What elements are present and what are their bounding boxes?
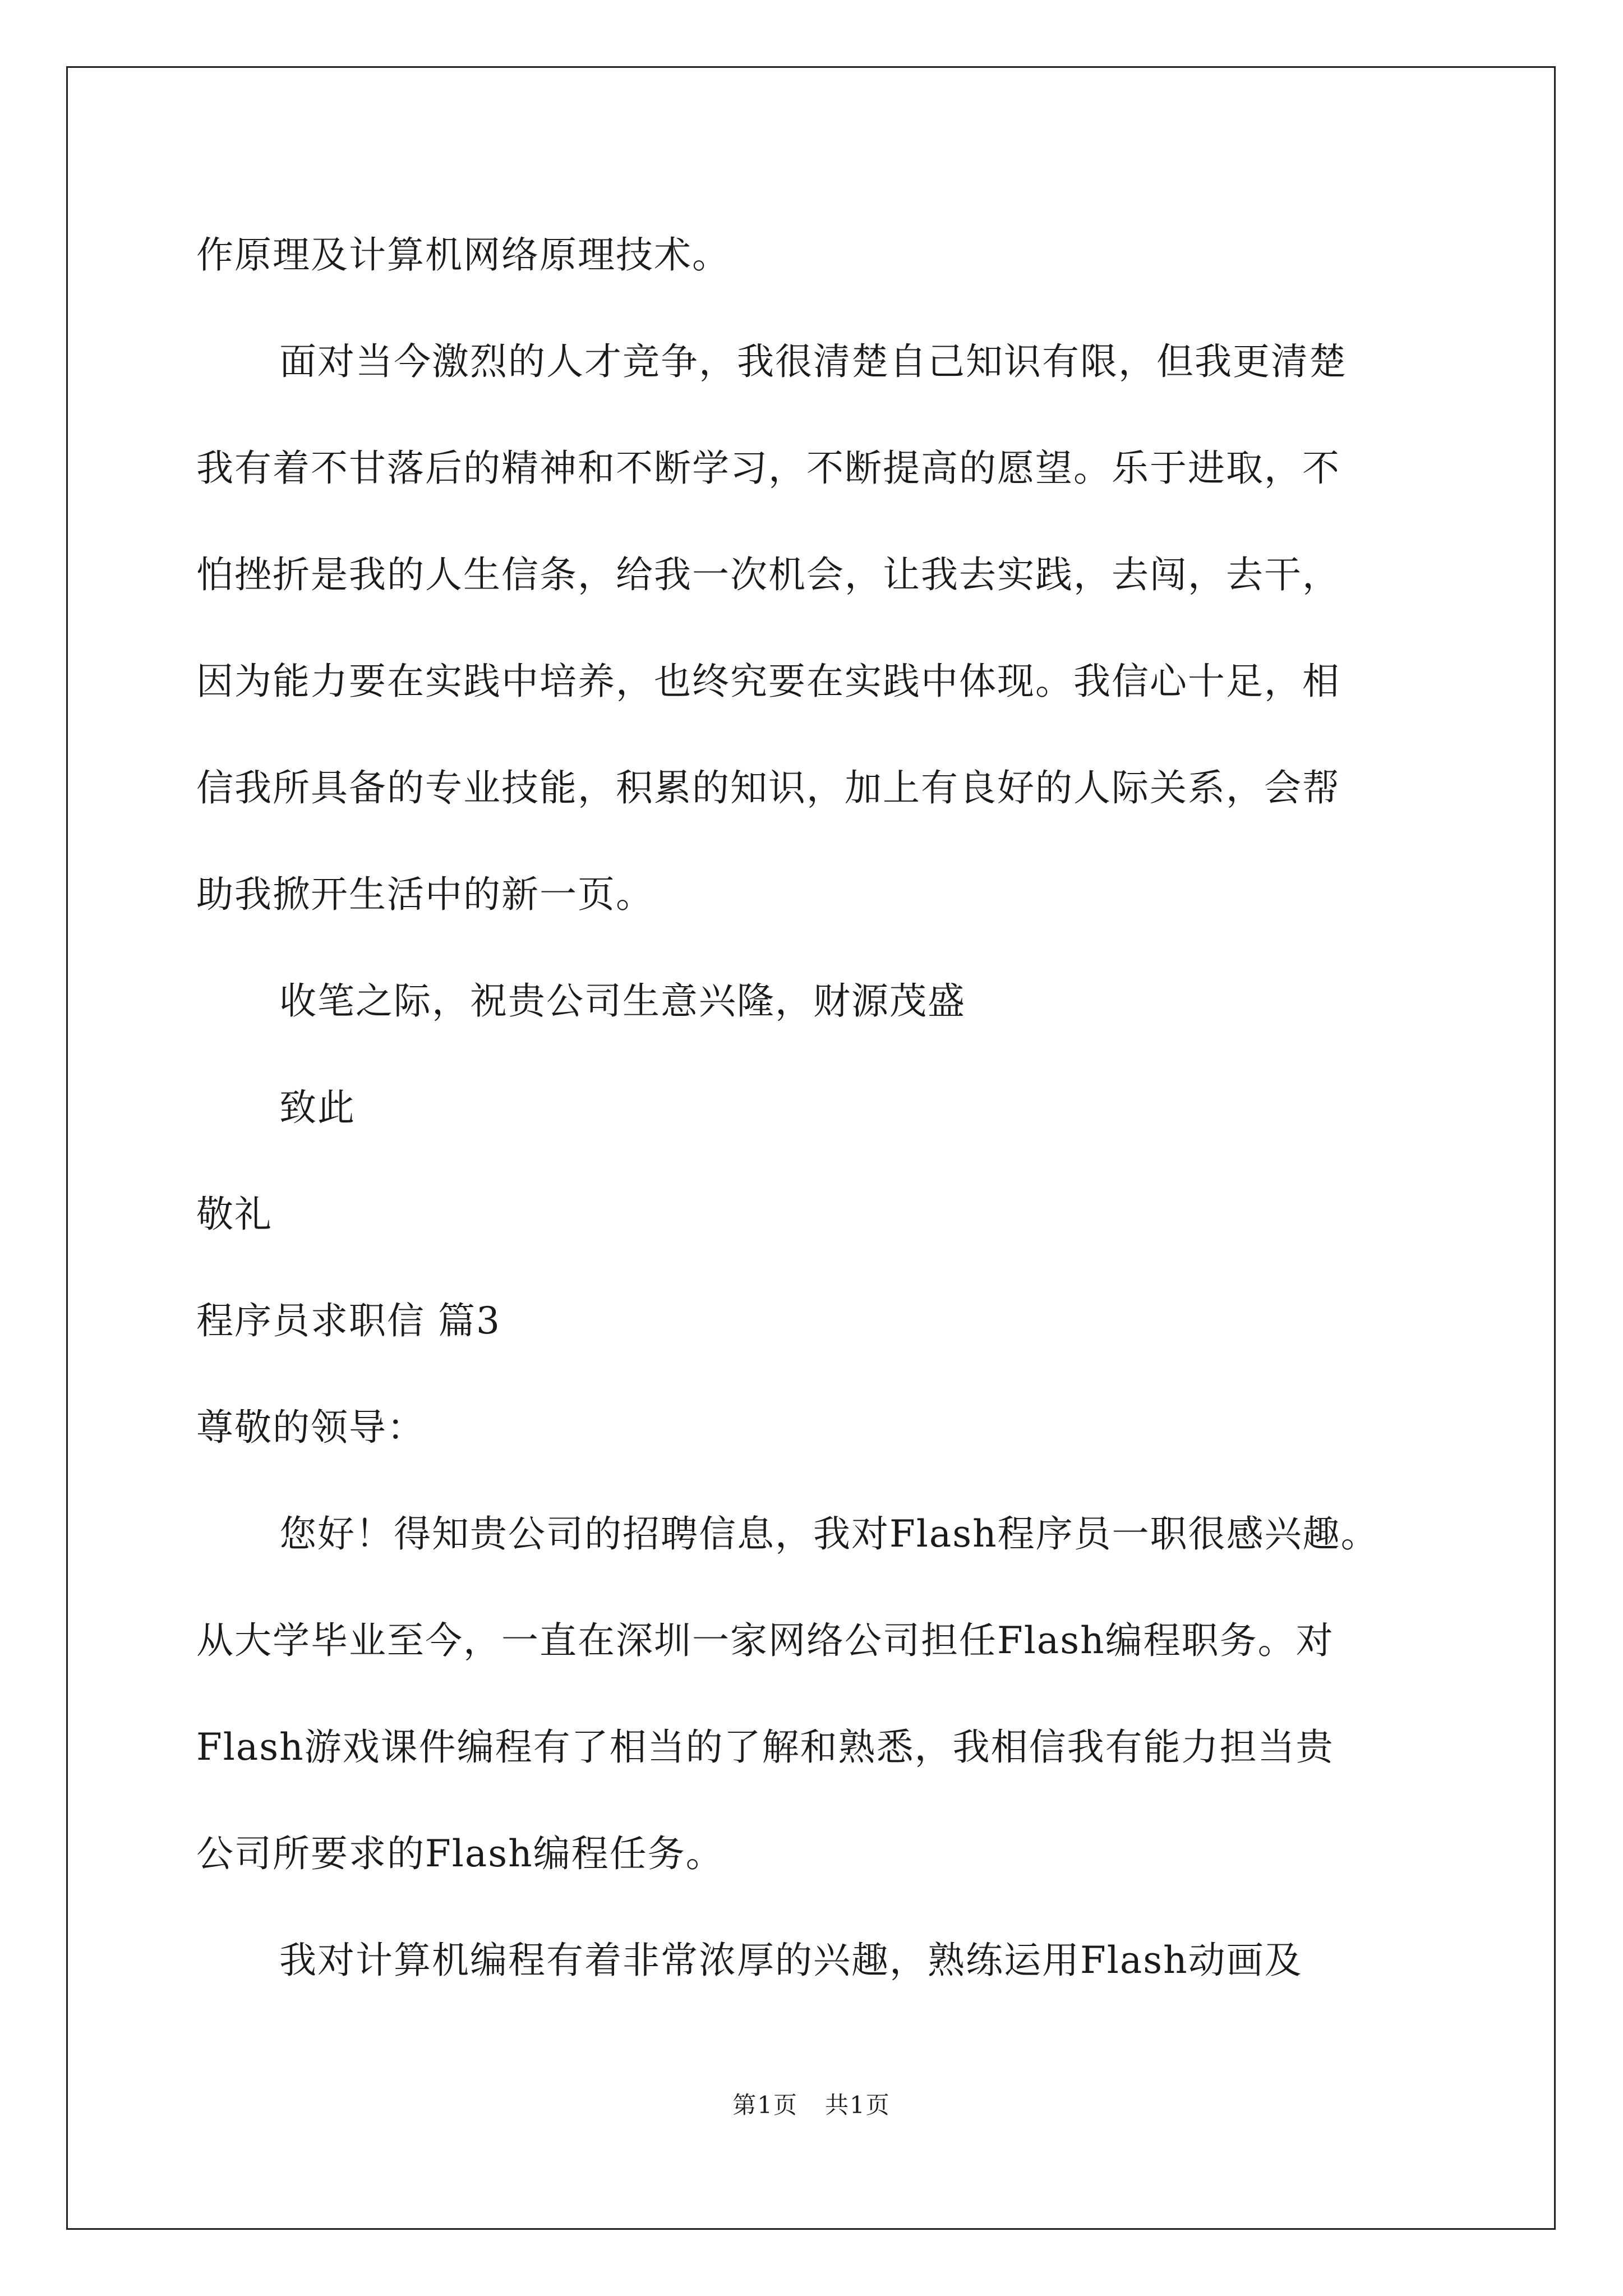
text-line: 我对计算机编程有着非常浓厚的兴趣，熟练运用Flash动画及 bbox=[279, 1939, 1303, 1982]
text-line: 公司所要求的Flash编程任务。 bbox=[196, 1832, 724, 1875]
text-line: 我有着不甘落后的精神和不断学习，不断提高的愿望。乐于进取，不 bbox=[196, 447, 1340, 490]
text-line: 您好！得知贵公司的招聘信息，我对Flash程序员一职很感兴趣。 bbox=[279, 1512, 1379, 1556]
text-line: 面对当今激烈的人才竞争，我很清楚自己知识有限，但我更清楚 bbox=[279, 340, 1347, 383]
section-title: 程序员求职信 篇3 bbox=[196, 1299, 501, 1342]
closing-wish: 收笔之际，祝贵公司生意兴隆，财源茂盛 bbox=[279, 979, 966, 1023]
text-line: 信我所具备的专业技能，积累的知识，加上有良好的人际关系，会帮 bbox=[196, 766, 1340, 809]
closing-regards: 敬礼 bbox=[196, 1193, 273, 1236]
text-line: Flash游戏课件编程有了相当的了解和熟悉，我相信我有能力担当贵 bbox=[196, 1726, 1334, 1769]
closing-salutation: 致此 bbox=[279, 1086, 356, 1129]
page-number-current: 第1页 bbox=[732, 2091, 798, 2119]
text-line: 因为能力要在实践中培养，也终究要在实践中体现。我信心十足，相 bbox=[196, 660, 1340, 703]
page-footer bbox=[0, 2087, 1623, 2120]
page-number-total: 共1页 bbox=[825, 2091, 891, 2119]
text-line: 怕挫折是我的人生信条，给我一次机会，让我去实践，去闯，去干， bbox=[196, 553, 1340, 596]
greeting: 尊敬的领导： bbox=[196, 1406, 425, 1449]
text-line: 作原理及计算机网络原理技术。 bbox=[196, 233, 730, 277]
document-body bbox=[196, 202, 1447, 2014]
text-line: 从大学毕业至今，一直在深圳一家网络公司担任Flash编程职务。对 bbox=[196, 1619, 1334, 1662]
text-line: 助我掀开生活中的新一页。 bbox=[196, 873, 654, 916]
